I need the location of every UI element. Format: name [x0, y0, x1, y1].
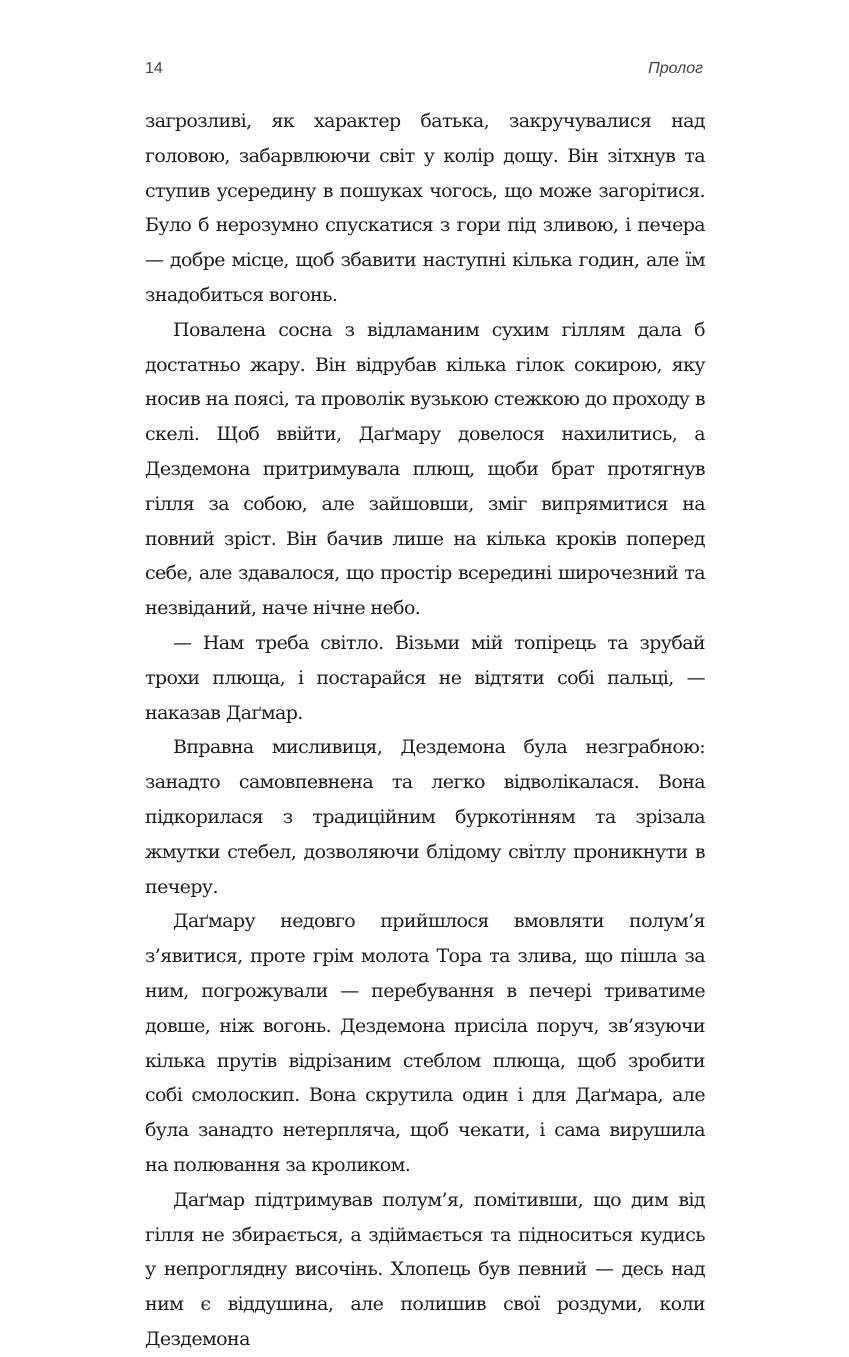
paragraph-continued: загрозливі, як характер батька, закручувалися над головою, забарвлюючи світ у колір дощу. Він зітхнув та ступив усередину в пошуках чогось, що може загорітися. Було б нерозумно спускатися з гори під зливою, і печера — добре місце, щоб збавити наступні кілька годин, але їм знадобиться вогонь. [145, 110, 705, 306]
paragraph: Вправна мисливиця, Дездемона була незграбною: занадто самовпевнена та легко відволікалася. Вона підкорилася з традиційним буркотінням та зрізала жмутки стебел, дозволяючи блідому світлу проникнути в печеру. [145, 736, 705, 898]
page-number: 14 [145, 60, 163, 77]
paragraph: Повалена сосна з відламаним сухим гіллям дала б достатньо жару. Він відрубав кілька гілок сокирою, яку носив на поясі, та проволік вузькою стежкою до проходу в скелі. Щоб ввійти, Даґмару довелося нахилитись, а Дездемона притримувала плющ, щоби брат протягнув гілля за собою, але зайшовши, зміг випрямитися на повний зріст. Він бачив лише на кілька кроків поперед себе, але здавалося, що простір всередині широчезний та незвіданий, наче нічне небо. [145, 318, 705, 620]
paragraph: Даґмар підтримував полум’я, помітивши, що дим від гілля не збирається, а здіймається та підноситься кудись у непроглядну височінь. Хлопець був певний — десь над ним є віддушина, але полишив свої роздуми, коли Дездемона [145, 1188, 705, 1350]
running-head [145, 60, 703, 84]
paragraph-dialogue: — Нам треба світло. Візьми мій топірець та зрубай трохи плюща, і постарайся не відтяти собі пальці, — наказав Даґмар. [145, 631, 705, 724]
paragraph: Даґмару недовго прийшлося вмовляти полум’я з’явитися, проте грім молота Тора та злива, що пішла за ним, погрожували — перебування в печері триватиме довше, ніж вогонь. Дездемона присіла поруч, зв’язуючи кілька прутів відрізаним стеблом плюща, щоб зробити собі смолоскип. Вона скрутила один і для Даґмара, але була занадто нетерпляча, щоб чекати, і сама вирушила на полювання за кроликом. [145, 910, 705, 1176]
chapter-title: Пролог [648, 60, 703, 77]
body-text [145, 104, 705, 1357]
